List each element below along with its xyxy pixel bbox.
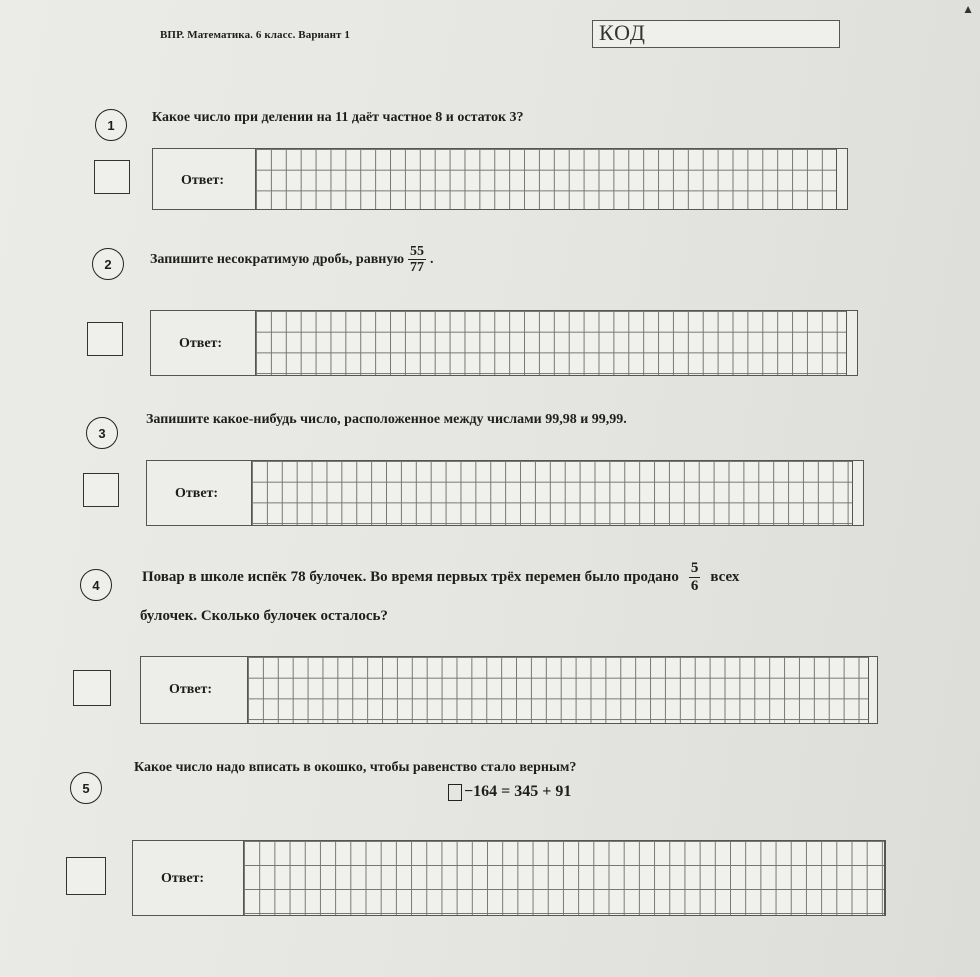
task-4-fraction bbox=[689, 560, 701, 594]
task-1-answer-box bbox=[152, 148, 848, 210]
task-2-text: Запишите несократимую дробь, равную bbox=[150, 251, 405, 267]
task-3-answer-label: Ответ: bbox=[175, 486, 219, 501]
task-1-number: 1 bbox=[95, 109, 127, 141]
task-2-fraction bbox=[408, 244, 426, 276]
task-2-answer-box bbox=[150, 310, 858, 376]
task-5-question: Какое число надо вписать в окошко, чтобы равенство стало верным? bbox=[134, 760, 577, 775]
code-label: КОД bbox=[599, 20, 646, 45]
task-2-denominator: 77 bbox=[410, 260, 425, 276]
task-4-text: Повар в школе испёк 78 булочек. Во время первых трёх перемен было продано bbox=[142, 568, 679, 585]
task-4-number: 4 bbox=[80, 569, 112, 601]
task-4-text-after: всех bbox=[710, 568, 740, 585]
task-5-answer-grid[interactable] bbox=[243, 840, 885, 916]
task-4-score-box[interactable] bbox=[73, 670, 111, 706]
code-box[interactable] bbox=[592, 20, 840, 48]
task-5-equation-text: −164 = 345 + 91 bbox=[464, 783, 572, 800]
task-1-answer-grid[interactable] bbox=[255, 148, 837, 210]
task-4-question-line2: булочек. Сколько булочек осталось? bbox=[140, 608, 388, 624]
task-2-answer-label: Ответ: bbox=[179, 336, 223, 351]
task-5-answer-box bbox=[132, 840, 886, 916]
task-5-score-box[interactable] bbox=[66, 857, 106, 895]
task-4-numerator: 5 bbox=[690, 560, 699, 576]
task-3-question: Запишите какое-нибудь число, расположенное между числами 99,98 и 99,99. bbox=[146, 412, 627, 427]
task-2-numerator: 55 bbox=[410, 244, 425, 259]
task-3-number: 3 bbox=[86, 417, 118, 449]
task-4-answer-label: Ответ: bbox=[169, 682, 213, 697]
blank-square-icon bbox=[448, 784, 462, 801]
task-1-score-box[interactable] bbox=[94, 160, 130, 194]
task-4-answer-grid[interactable] bbox=[247, 656, 869, 724]
task-1-answer-label: Ответ: bbox=[181, 173, 225, 188]
task-4-question bbox=[142, 560, 739, 594]
task-5-equation bbox=[448, 783, 571, 801]
task-3-answer-grid[interactable] bbox=[251, 460, 853, 526]
task-5-answer-label: Ответ: bbox=[161, 871, 205, 886]
task-2-question bbox=[150, 244, 434, 276]
task-3-answer-box bbox=[146, 460, 864, 526]
task-2-answer-grid[interactable] bbox=[255, 310, 847, 376]
page-header-title: ВПР. Математика. 6 класс. Вариант 1 bbox=[160, 29, 350, 41]
task-4-denominator: 6 bbox=[690, 577, 699, 594]
task-1-question: Какое число при делении на 11 даёт частное 8 и остаток 3? bbox=[152, 110, 524, 125]
task-5-number: 5 bbox=[70, 772, 102, 804]
task-4-answer-box bbox=[140, 656, 878, 724]
task-3-score-box[interactable] bbox=[83, 473, 119, 507]
arrow-up-icon: ▲ bbox=[962, 2, 974, 16]
task-2-number: 2 bbox=[92, 248, 124, 280]
task-2-score-box[interactable] bbox=[87, 322, 123, 356]
task-2-text-after: . bbox=[430, 251, 434, 267]
